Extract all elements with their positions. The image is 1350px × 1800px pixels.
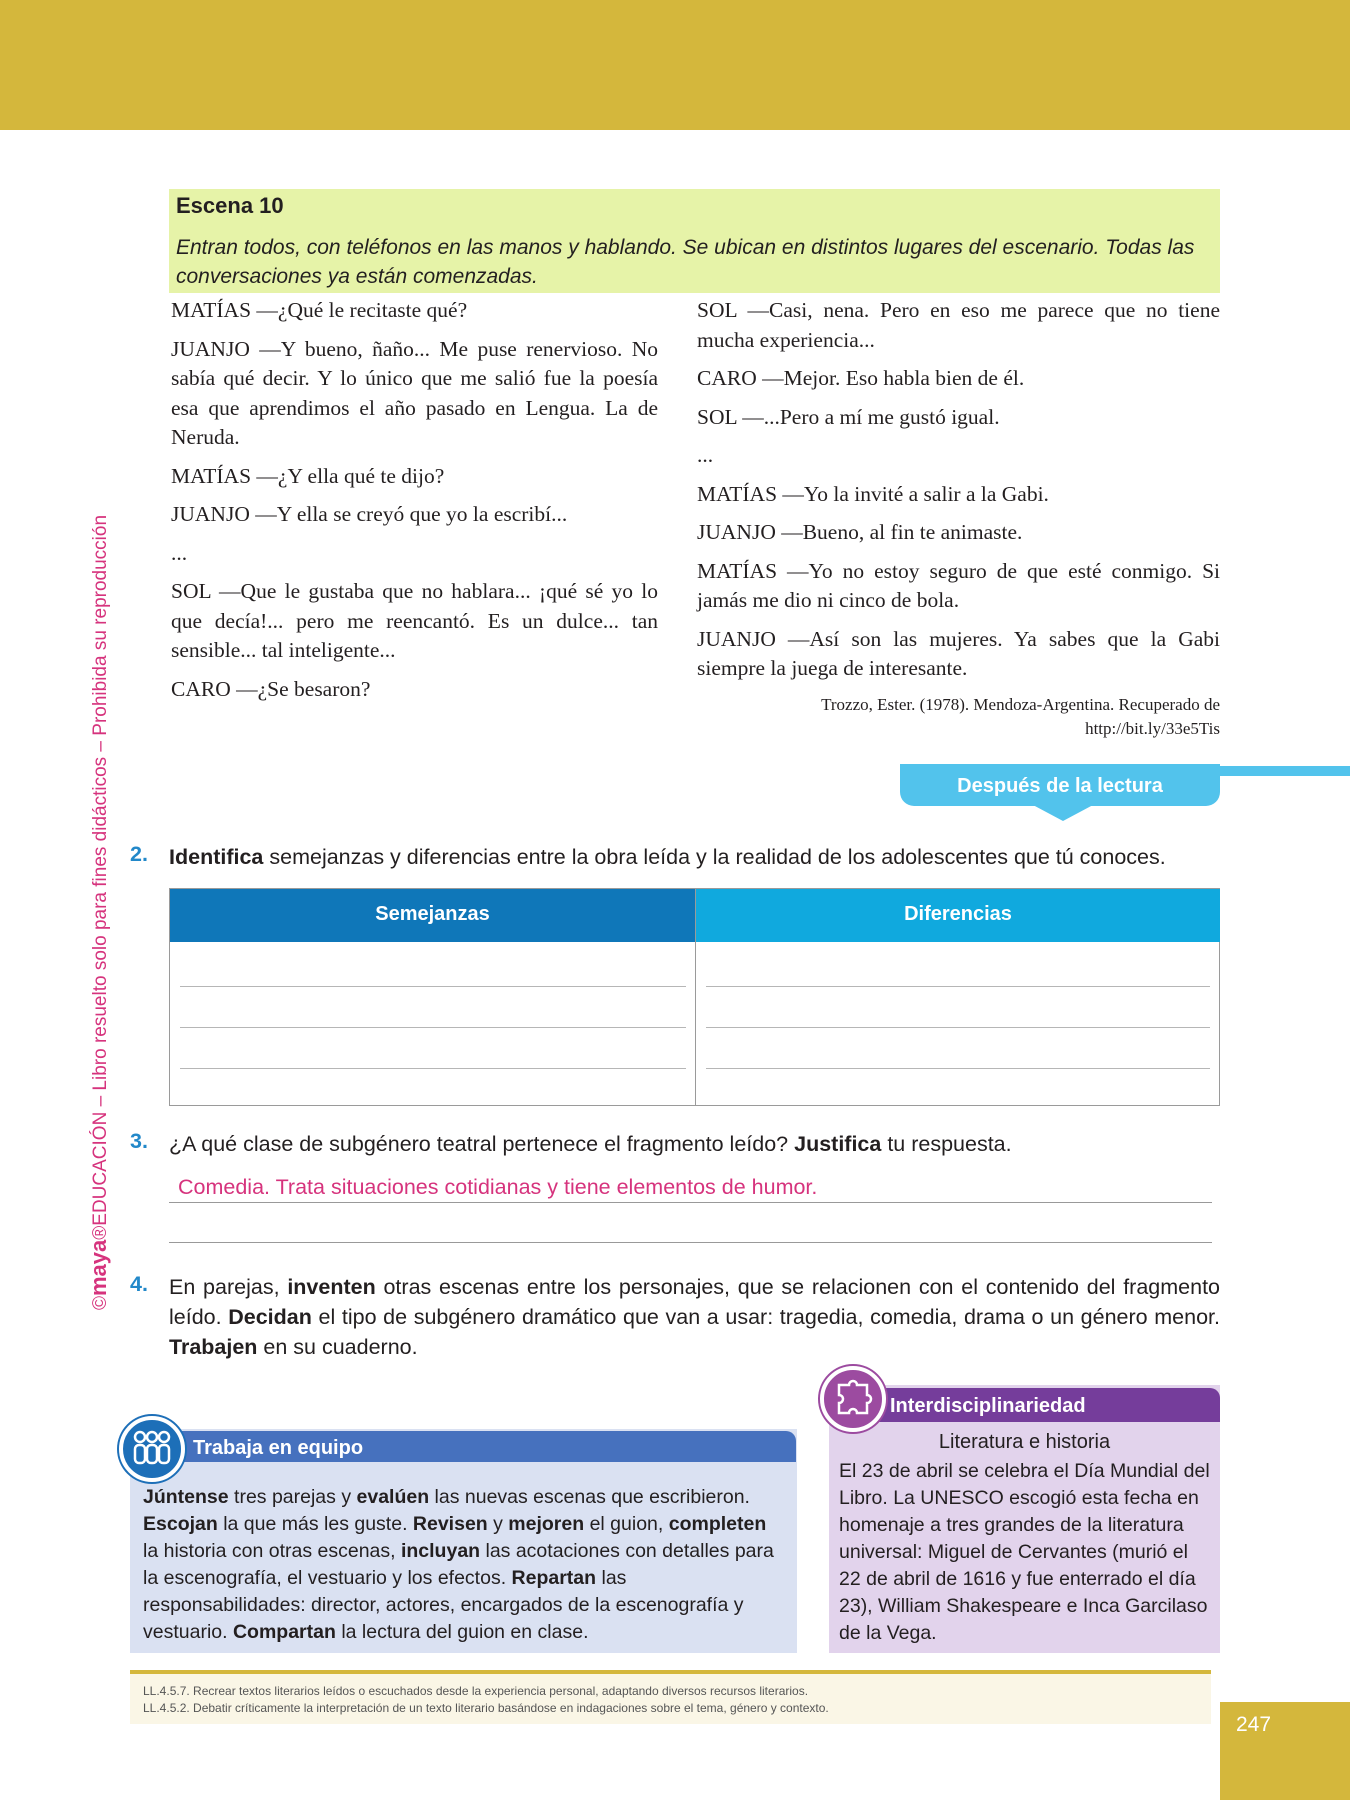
- question-text: ¿A qué clase de subgénero teatral pertenece el fragmento leído?: [169, 1132, 795, 1156]
- side-notice: ®EDUCACIÓN – Libro resuelto solo para fines didácticos – Prohibida su reproducción: [90, 514, 111, 1240]
- question-text: en su cuaderno.: [257, 1335, 418, 1359]
- teamwork-text: [143, 1484, 783, 1646]
- dialogue-line: JUANJO —Así son las mujeres. Ya sabes que la Gabi siempre la juega de interesante.: [697, 626, 1220, 680]
- dialogue-column-right: [697, 296, 1220, 741]
- writing-line[interactable]: [706, 1068, 1210, 1069]
- column-header-diferencias: Diferencias: [696, 889, 1220, 942]
- curriculum-standards: [143, 1683, 829, 1717]
- writing-line[interactable]: [706, 986, 1210, 987]
- handwritten-answer: Comedia. Trata situaciones cotidianas y tiene elementos de humor.: [178, 1175, 818, 1199]
- body-text: y: [487, 1513, 509, 1535]
- instruction-verb: Repartan: [511, 1567, 597, 1589]
- writing-line[interactable]: [706, 1027, 1210, 1028]
- instruction-verb: Compartan: [232, 1621, 336, 1643]
- instruction-verb: completen: [668, 1513, 767, 1535]
- interdisciplinary-title: Interdisciplinariedad: [860, 1388, 1220, 1422]
- citation-source: Trozzo, Ester. (1978). Mendoza-Argentina. Recuperado de: [821, 694, 1220, 714]
- body-text: las nuevas escenas que escribieron.: [429, 1486, 750, 1508]
- tab-arrow-icon: [1033, 805, 1093, 821]
- standard-line: LL.4.5.2. Debatir críticamente la interpretación de un texto literario basándose en indagaciones sobre el tema, género y contexto.: [143, 1701, 829, 1715]
- question-text: En parejas,: [169, 1275, 288, 1299]
- body-text: las responsabilidades: director, actores, encargados de la escenografía y vestuario.: [143, 1567, 744, 1643]
- dialogue-line: SOL —Casi, nena. Pero en eso me parece que no tiene mucha experiencia...: [697, 298, 1220, 352]
- question-text: el tipo de subgénero dramático que van a usar: tragedia, comedia, drama o un género menor.: [311, 1305, 1220, 1329]
- dialogue-line: SOL —...Pero a mí me gustó igual.: [697, 404, 1000, 429]
- scene-header-box: [169, 189, 1220, 293]
- interdisciplinary-subtitle: Literatura e historia: [938, 1431, 1111, 1453]
- dialogue-line: CARO —¿Se besaron?: [171, 676, 371, 701]
- comparison-table: [169, 888, 1220, 1106]
- teamwork-title: Trabaja en equipo: [160, 1431, 796, 1462]
- dialogue-line: ...: [171, 540, 188, 565]
- column-divider: [695, 889, 696, 1105]
- dialogue-line: MATÍAS —¿Qué le recitaste qué?: [171, 298, 468, 322]
- dialogue-line: JUANJO —Y bueno, ñaño... Me puse renervioso. No sabía qué decir. Y lo único que me salió fue la poesía esa que aprendimos el año pasado en Lengua. La de Neruda.: [171, 336, 658, 449]
- copyright-symbol: ©: [90, 1296, 111, 1310]
- stage-direction: Entran todos, con teléfonos en las manos y hablando. Se ubican en distintos lugares del escenario. Todas las conversaciones ya están comenzadas.: [176, 236, 1195, 288]
- answer-line[interactable]: [169, 1202, 1212, 1203]
- top-color-band: [0, 0, 1350, 130]
- body-text: las acotaciones con detalles para la escenografía, el vestuario y los efectos.: [143, 1540, 774, 1589]
- dialogue-line: JUANJO —Bueno, al fin te animaste.: [697, 520, 1023, 544]
- dialogue-column-left: [171, 296, 658, 713]
- question-4: [169, 1272, 1220, 1362]
- scene-title: Escena 10: [176, 193, 284, 218]
- writing-line[interactable]: [180, 1027, 686, 1028]
- section-rule: [1220, 766, 1350, 776]
- instruction-verb: Revisen: [412, 1513, 488, 1535]
- body-text: la lectura del guion en clase.: [335, 1621, 589, 1643]
- standard-line: LL.4.5.7. Recrear textos literarios leídos o escuchados desde la experiencia personal, adaptando diversos recursos literarios.: [143, 1684, 809, 1698]
- answer-line[interactable]: [169, 1242, 1212, 1243]
- column-header-semejanzas: Semejanzas: [170, 889, 695, 942]
- dialogue-line: MATÍAS —Yo la invité a salir a la Gabi.: [697, 481, 1049, 506]
- question-number: 2.: [130, 842, 148, 866]
- question-3: [169, 1129, 1229, 1159]
- instruction-verb: Trabajen: [169, 1335, 258, 1359]
- body-text: la historia con otras escenas,: [143, 1540, 401, 1562]
- body-text: tres parejas y: [228, 1486, 357, 1508]
- question-text: semejanzas y diferencias entre la obra leída y la realidad de los adolescentes que tú conoces.: [263, 845, 1166, 869]
- body-text: la que más les guste.: [217, 1513, 413, 1535]
- dialogue-line: ...: [697, 443, 714, 467]
- instruction-verb: evalúen: [356, 1486, 430, 1508]
- side-copyright-text: [84, 490, 114, 1310]
- instruction-verb: Justifica: [794, 1132, 882, 1156]
- dialogue-line: MATÍAS —Yo no estoy seguro de que esté conmigo. Si jamás me dio ni cinco de bola.: [697, 558, 1220, 612]
- question-text: otras escenas entre los personajes, que se relacionen con el contenido del fragmento leído.: [169, 1275, 1220, 1329]
- instruction-verb: mejoren: [508, 1513, 585, 1535]
- team-people-icon: [119, 1416, 185, 1482]
- instruction-verb: Escojan: [143, 1513, 218, 1535]
- instruction-verb: inventen: [287, 1275, 376, 1299]
- citation-link: http://bit.ly/33e5Tis: [1085, 718, 1220, 738]
- question-number: 4.: [130, 1272, 148, 1296]
- dialogue-line: JUANJO —Y ella se creyó que yo la escribí...: [171, 502, 568, 526]
- citation: [697, 693, 1220, 741]
- question-number: 3.: [130, 1129, 148, 1153]
- dialogue-line: SOL —Que le gustaba que no hablara... ¡qué sé yo lo que decía!... pero me reencantó. Es un dulce... tan sensible... tal inteligente...: [171, 579, 658, 662]
- instruction-verb: Júntense: [143, 1486, 229, 1508]
- after-reading-tab: Después de la lectura: [900, 764, 1220, 806]
- instruction-verb: incluyan: [400, 1540, 481, 1562]
- brand-logo-text: maya: [86, 1239, 111, 1296]
- instruction-verb: Decidan: [228, 1305, 312, 1329]
- writing-line[interactable]: [180, 1068, 686, 1069]
- page-number-box: [1220, 1702, 1350, 1800]
- dialogue-line: MATÍAS —¿Y ella qué te dijo?: [171, 463, 445, 488]
- puzzle-icon: [820, 1366, 886, 1432]
- dialogue-line: CARO —Mejor. Eso habla bien de él.: [697, 366, 1025, 390]
- question-2: [169, 842, 1229, 872]
- question-text: tu respuesta.: [881, 1132, 1012, 1156]
- interdisciplinary-text: El 23 de abril se celebra el Día Mundial del Libro. La UNESCO escogió esta fecha en homenaje a tres grandes de la literatura universal: Miguel de Cervantes (murió el 22 de abril de 1616 y fue enterrado el día 23), William Shakespeare e Inca Garcilaso de la Vega.: [839, 1460, 1210, 1644]
- writing-line[interactable]: [180, 986, 686, 987]
- body-text: el guion,: [584, 1513, 669, 1535]
- instruction-verb: Identifica: [169, 845, 264, 869]
- page-number: 247: [1236, 1713, 1272, 1736]
